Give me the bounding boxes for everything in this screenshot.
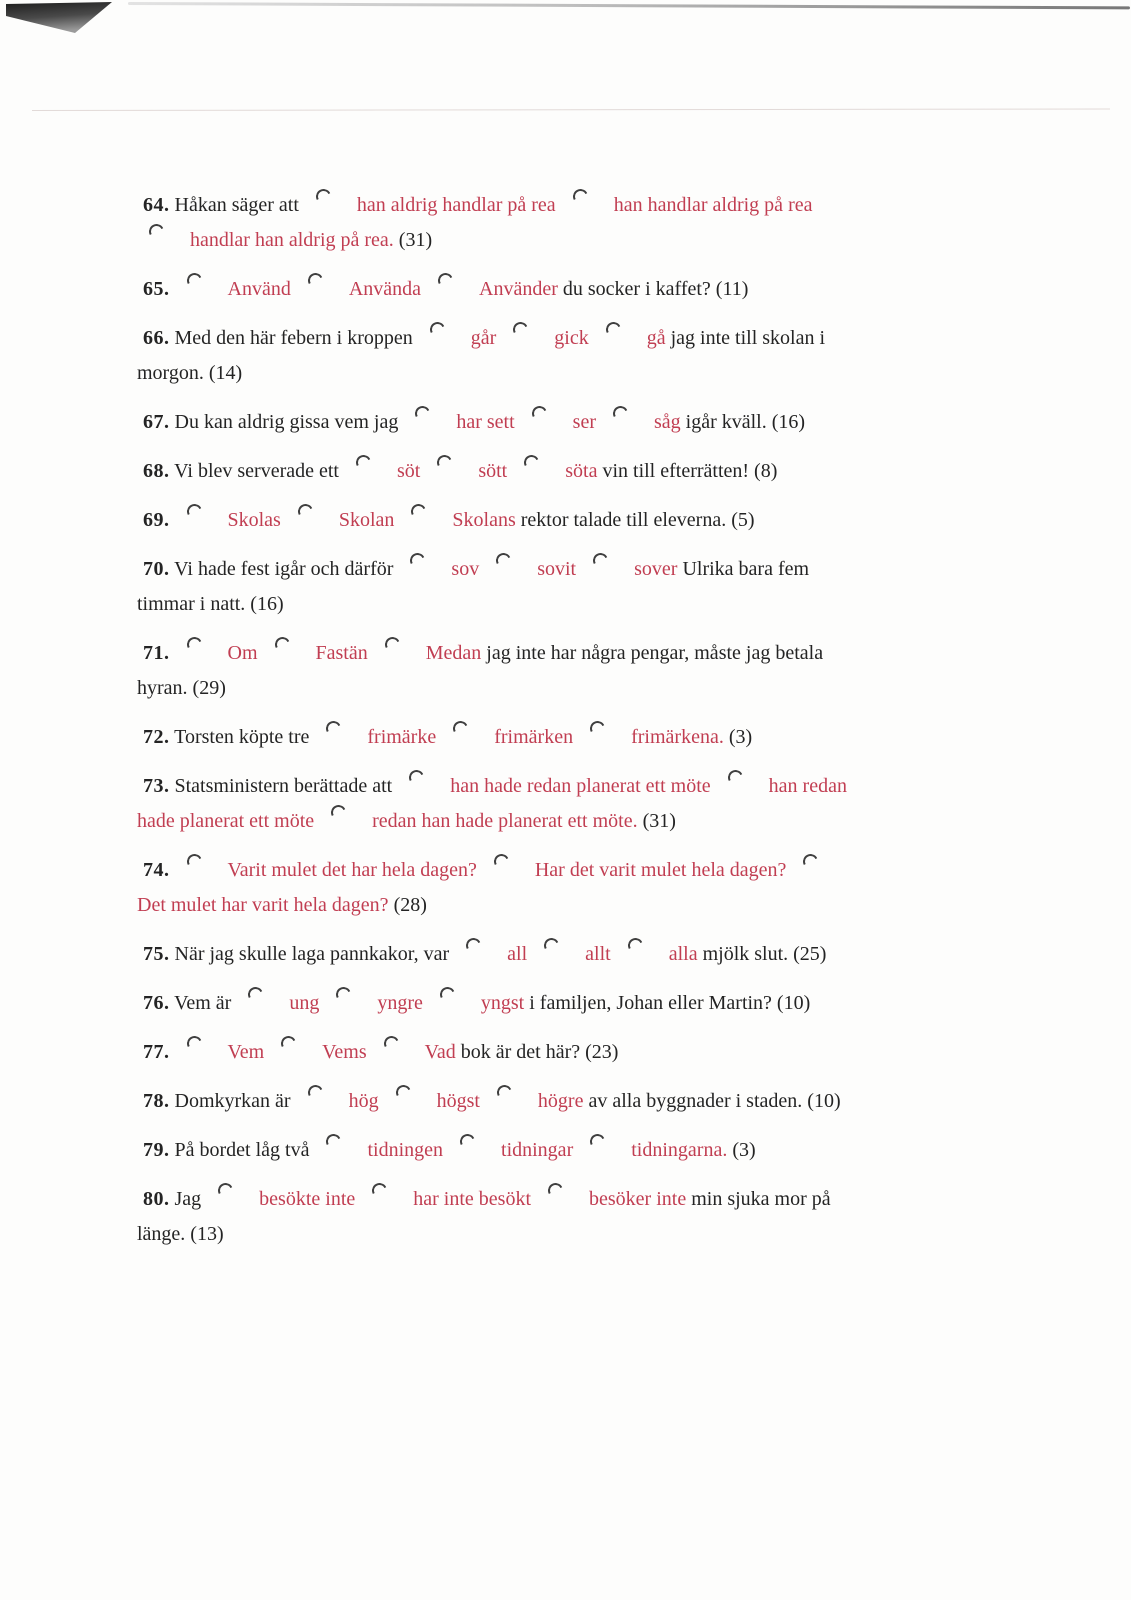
answer-option[interactable]: besöker inte <box>589 1188 687 1210</box>
radio-arc-icon[interactable] <box>492 852 511 871</box>
question-text: vin till efterrätten! (8) <box>602 460 778 482</box>
question <box>137 720 849 755</box>
question-number: 65. <box>143 278 170 300</box>
question-number: 67. <box>143 411 170 433</box>
question-text: Torsten köpte tre <box>174 726 310 748</box>
answer-option[interactable]: högre <box>537 1090 584 1112</box>
question-number: 78. <box>143 1090 170 1112</box>
question-number: 74. <box>143 859 170 881</box>
radio-arc-icon[interactable] <box>588 719 607 738</box>
question <box>137 321 849 391</box>
scan-edge-line <box>128 2 1130 9</box>
question <box>137 405 849 440</box>
radio-arc-icon[interactable] <box>306 271 325 290</box>
question-text: (3) <box>728 726 753 748</box>
radio-arc-icon[interactable] <box>458 1132 477 1151</box>
answer-option[interactable]: handlar han aldrig på rea. <box>190 229 394 251</box>
question-text: Jag <box>174 1188 202 1210</box>
radio-arc-icon[interactable] <box>588 1132 607 1151</box>
radio-arc-icon[interactable] <box>354 453 373 472</box>
radio-arc-icon[interactable] <box>571 187 590 206</box>
answer-option[interactable]: yngre <box>377 992 423 1014</box>
question-text: Domkyrkan är <box>174 1090 291 1112</box>
question-text: Vem är <box>174 992 232 1014</box>
radio-arc-icon[interactable] <box>451 719 470 738</box>
radio-arc-icon[interactable] <box>147 222 166 241</box>
radio-arc-icon[interactable] <box>604 320 623 339</box>
answer-option[interactable]: besökte inte <box>259 1188 356 1210</box>
answer-option[interactable]: Om <box>227 642 258 664</box>
radio-arc-icon[interactable] <box>522 453 541 472</box>
radio-arc-icon[interactable] <box>409 502 428 521</box>
question-text: Statsministern berättade att <box>174 775 393 797</box>
question-text: Du kan aldrig gissa vem jag <box>174 411 399 433</box>
radio-arc-icon[interactable] <box>611 404 630 423</box>
answer-option[interactable]: all <box>507 943 528 965</box>
radio-arc-icon[interactable] <box>394 1083 413 1102</box>
scan-corner-artifact <box>0 0 130 40</box>
answer-option[interactable]: hög <box>348 1090 379 1112</box>
question-text: igår kväll. (16) <box>685 411 806 433</box>
question-number: 70. <box>143 558 170 580</box>
radio-arc-icon[interactable] <box>546 1181 565 1200</box>
answer-option[interactable]: söta <box>565 460 598 482</box>
radio-arc-icon[interactable] <box>334 985 353 1004</box>
question-text: (31) <box>642 810 676 832</box>
answer-option[interactable]: yngst <box>480 992 525 1014</box>
radio-arc-icon[interactable] <box>185 1034 204 1053</box>
question <box>137 1182 849 1252</box>
radio-arc-icon[interactable] <box>216 1181 235 1200</box>
question-text: mjölk slut. (25) <box>702 943 827 965</box>
question <box>137 503 849 538</box>
answer-option[interactable]: Skolans <box>452 509 516 531</box>
question-text: Ulrika bara fem timmar i natt. (16) <box>137 558 810 615</box>
answer-option[interactable]: gick <box>554 327 589 349</box>
question-text: min sjuka mor på länge. (13) <box>137 1188 831 1245</box>
answer-option[interactable]: sovit <box>537 558 577 580</box>
radio-arc-icon[interactable] <box>436 271 455 290</box>
answer-option[interactable]: han hade redan planerat ett möte <box>450 775 711 797</box>
question <box>137 769 849 839</box>
radio-arc-icon[interactable] <box>325 1132 344 1151</box>
question-text: rektor talade till eleverna. (5) <box>520 509 755 531</box>
radio-arc-icon[interactable] <box>383 635 402 654</box>
question-number: 69. <box>143 509 170 531</box>
answer-option[interactable]: Vad <box>424 1041 456 1063</box>
question-text: När jag skulle laga pannkakor, var <box>174 943 450 965</box>
answer-option[interactable]: Använder <box>479 278 558 300</box>
question-number: 79. <box>143 1139 170 1161</box>
radio-arc-icon[interactable] <box>324 719 343 738</box>
question-text: jag inte har några pengar, måste jag betala hyran. (29) <box>137 642 824 699</box>
answer-option[interactable]: Använd <box>227 278 291 300</box>
answer-option[interactable]: Medan <box>425 642 482 664</box>
radio-arc-icon[interactable] <box>413 404 432 423</box>
answer-option[interactable]: gå <box>646 327 666 349</box>
question <box>137 937 849 972</box>
answer-option[interactable]: Skolas <box>227 509 281 531</box>
radio-arc-icon[interactable] <box>314 187 333 206</box>
answer-option[interactable]: Skolan <box>338 509 395 531</box>
radio-arc-icon[interactable] <box>185 635 204 654</box>
radio-arc-icon[interactable] <box>495 1083 514 1102</box>
answer-option[interactable]: Det mulet har varit hela dagen? <box>137 894 389 916</box>
question-number: 76. <box>143 992 170 1014</box>
question-text: jag inte till skolan i morgon. (14) <box>137 327 826 384</box>
answer-option[interactable]: sover <box>634 558 678 580</box>
radio-arc-icon[interactable] <box>542 936 561 955</box>
question-number: 77. <box>143 1041 170 1063</box>
radio-arc-icon[interactable] <box>185 502 204 521</box>
radio-arc-icon[interactable] <box>246 985 265 1004</box>
question-number: 68. <box>143 460 170 482</box>
answer-option[interactable]: Fastän <box>315 642 368 664</box>
question-number: 75. <box>143 943 170 965</box>
answer-option[interactable]: frimärke <box>367 726 437 748</box>
answer-option[interactable]: frimärken <box>494 726 574 748</box>
question-text: (28) <box>393 894 427 916</box>
answer-option[interactable]: söt <box>396 460 421 482</box>
question-text: På bordet låg två <box>174 1139 310 1161</box>
question-text: i familjen, Johan eller Martin? (10) <box>529 992 811 1014</box>
radio-arc-icon[interactable] <box>407 768 426 787</box>
question <box>137 454 849 489</box>
answer-option[interactable]: har sett <box>456 411 515 433</box>
answer-option[interactable]: alla <box>668 943 698 965</box>
question <box>137 1084 849 1119</box>
radio-arc-icon[interactable] <box>370 1181 389 1200</box>
question <box>137 552 849 622</box>
question-text: Vi blev serverade ett <box>174 460 339 482</box>
answer-option[interactable]: har inte besökt <box>413 1188 532 1210</box>
question <box>137 986 849 1021</box>
answer-option[interactable]: redan han hade planerat ett möte. <box>372 810 638 832</box>
question-text: Vi hade fest igår och därför <box>174 558 394 580</box>
answer-option[interactable]: han aldrig handlar på rea <box>356 194 556 216</box>
radio-arc-icon[interactable] <box>726 768 745 787</box>
answer-option[interactable]: tidningen <box>367 1139 444 1161</box>
radio-arc-icon[interactable] <box>306 1083 325 1102</box>
question-text: bok är det här? (23) <box>460 1041 619 1063</box>
answer-option[interactable]: ser <box>572 411 596 433</box>
radio-arc-icon[interactable] <box>464 936 483 955</box>
answer-option[interactable]: såg <box>653 411 681 433</box>
question <box>137 272 849 307</box>
radio-arc-icon[interactable] <box>494 551 513 570</box>
question-number: 71. <box>143 642 170 664</box>
answer-option[interactable]: Vems <box>322 1041 367 1063</box>
question <box>137 1133 849 1168</box>
radio-arc-icon[interactable] <box>438 985 457 1004</box>
question-number: 73. <box>143 775 170 797</box>
scan-fold-line <box>32 108 1110 111</box>
question <box>137 188 849 258</box>
question-text: (3) <box>732 1139 756 1161</box>
radio-arc-icon[interactable] <box>591 551 610 570</box>
radio-arc-icon[interactable] <box>511 320 530 339</box>
question-text: av alla byggnader i staden. (10) <box>588 1090 841 1112</box>
radio-arc-icon[interactable] <box>382 1034 401 1053</box>
radio-arc-icon[interactable] <box>329 803 348 822</box>
radio-arc-icon[interactable] <box>279 1034 298 1053</box>
question-number: 64. <box>143 194 170 216</box>
answer-option[interactable]: tidningar <box>501 1139 574 1161</box>
radio-arc-icon[interactable] <box>273 635 292 654</box>
radio-arc-icon[interactable] <box>428 320 447 339</box>
question-number: 80. <box>143 1188 170 1210</box>
question-text: du socker i kaffet? (11) <box>562 278 749 300</box>
radio-arc-icon[interactable] <box>296 502 315 521</box>
radio-arc-icon[interactable] <box>185 852 204 871</box>
question-text: Med den här febern i kroppen <box>174 327 413 349</box>
answer-option[interactable]: tidningarna. <box>631 1139 728 1161</box>
answer-option[interactable]: går <box>470 327 497 349</box>
question <box>137 1035 849 1070</box>
radio-arc-icon[interactable] <box>801 852 820 871</box>
radio-arc-icon[interactable] <box>435 453 454 472</box>
answer-option[interactable]: högst <box>436 1090 480 1112</box>
answer-option[interactable]: ung <box>289 992 320 1014</box>
question-list <box>137 188 849 1266</box>
answer-option[interactable]: han redan hade planerat ett möte <box>137 775 847 832</box>
answer-option[interactable]: Använda <box>348 278 422 300</box>
answer-option[interactable]: sött <box>478 460 508 482</box>
question-text: Håkan säger att <box>174 194 299 216</box>
radio-arc-icon[interactable] <box>530 404 549 423</box>
radio-arc-icon[interactable] <box>408 551 427 570</box>
answer-option[interactable]: sov <box>451 558 480 580</box>
answer-option[interactable]: Vem <box>227 1041 265 1063</box>
answer-option[interactable]: allt <box>585 943 611 965</box>
radio-arc-icon[interactable] <box>626 936 645 955</box>
answer-option[interactable]: frimärkena. <box>631 726 724 748</box>
answer-option[interactable]: Varit mulet det har hela dagen? <box>227 859 477 881</box>
answer-option[interactable]: Har det varit mulet hela dagen? <box>534 859 787 881</box>
answer-option[interactable]: han handlar aldrig på rea <box>613 194 813 216</box>
question-number: 66. <box>143 327 170 349</box>
question-number: 72. <box>143 726 170 748</box>
radio-arc-icon[interactable] <box>185 271 204 290</box>
question <box>137 853 849 923</box>
question <box>137 636 849 706</box>
question-text: (31) <box>398 229 433 251</box>
